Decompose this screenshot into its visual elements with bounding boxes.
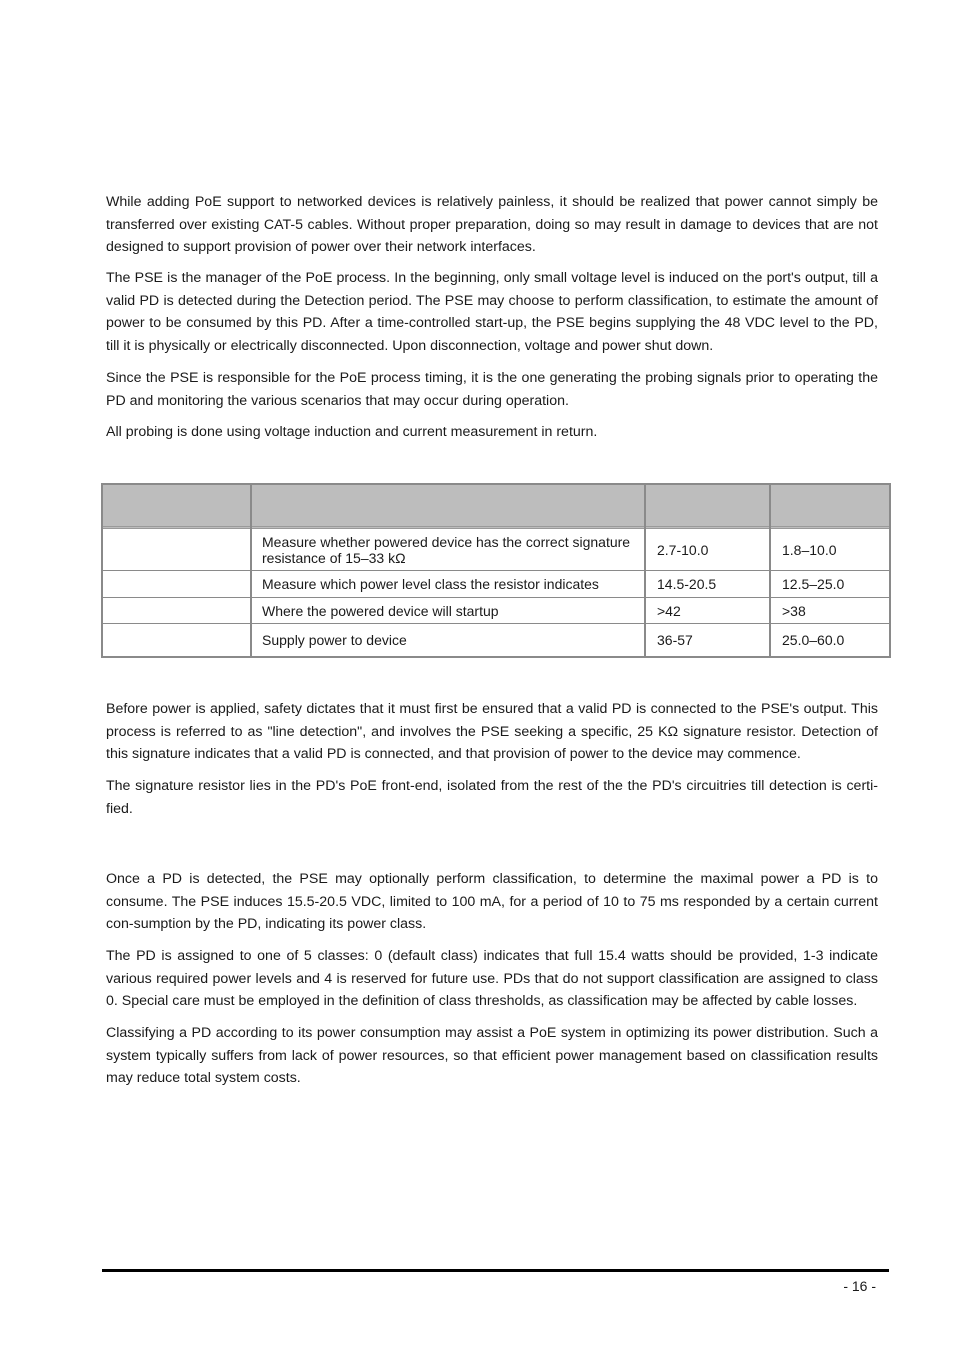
table-cell-range-b: 12.5–25.0 [782, 576, 845, 592]
page-number: - 16 - [843, 1278, 876, 1294]
paragraph-pse-manager: The PSE is the manager of the PoE process. In the beginning, only small voltage level is induced on the port's output, till a valid PD is detected during the Detection period. The PSE may choose to perform classification, to estimate the amount of power to be consumed by this PD. After a time-controlled start-up, the PSE begins supplying the 48 VDC level to the PD, till it is physically or electrically disconnected. Upon disconnection, voltage and power shut down. [106, 270, 878, 354]
paragraph-power-distribution: Classifying a PD according to its power consumption may assist a PoE system in optimizing its power distribution. Such a system typically suffers from lack of power resources, so that efficient power management based on classification results may reduce total system costs. [106, 1025, 878, 1086]
paragraph-power-classes: The PD is assigned to one of 5 classes: 0 (default class) indicates that full 15.4 watts should be provided, 1-3 indicate various required power levels and 4 is reserved for future use. PDs that do not support classification are assigned to class 0. Special care must be employed in the definition of class thresholds, as classification may be affected by cable losses. [106, 948, 878, 1009]
table-cell-range-a: 14.5-20.5 [657, 576, 717, 592]
paragraph-pse-timing: Since the PSE is responsible for the PoE process timing, it is the one generating the probing signals prior to operating the PD and monitoring the various scenarios that may occur during operation. [106, 370, 878, 409]
poe-stages-table [101, 483, 891, 658]
table-cell-description: Measure which power level class the resistor indicates [262, 576, 599, 592]
paragraph-line-detection: Before power is applied, safety dictates that it must first be ensured that a valid PD is connected to the PSE's output. This process is referred to as "line detection", and involves the PSE seeking a specific, 25 KΩ signature resistor. Detection of this signature indicates that a valid PD is connected, and that provision of power to the device may commence. [106, 701, 878, 762]
paragraph-signature-resistor: The signature resistor lies in the PD's PoE front-end, isolated from the rest of the the PD's circuitries till detection is certi-fied. [106, 778, 878, 817]
table-cell-range-a: 2.7-10.0 [657, 541, 709, 558]
paragraph-poe-intro: While adding PoE support to networked devices is relatively painless, it should be realized that power cannot simply be transferred over existing CAT-5 cables. Without proper preparation, doing so may result in damage to devices that are not designed to support provision of power over their network interfaces. [106, 194, 878, 255]
table-cell-range-a: 36-57 [657, 632, 693, 648]
footer-divider [102, 1269, 889, 1272]
table-cell-range-a: >42 [657, 602, 681, 619]
table-cell-description: Measure whether powered device has the correct signature resistance of 15–33 kΩ [262, 533, 631, 566]
table-cell-description: Supply power to device [262, 632, 407, 648]
table-cell-range-b: 1.8–10.0 [782, 541, 837, 558]
paragraph-classification: Once a PD is detected, the PSE may optionally perform classification, to determine the maximal power a PD is to consume. The PSE induces 15.5-20.5 VDC, limited to 100 mA, for a period of 10 to 75 ms responded by a certain current con-sumption by the PD, indicating its power class. [106, 871, 878, 932]
table-cell-range-b: >38 [782, 602, 806, 619]
table-cell-description: Where the powered device will startup [262, 602, 499, 619]
table-header-row [103, 485, 889, 529]
paragraph-probing: All probing is done using voltage induction and current measurement in return. [106, 424, 598, 440]
table-cell-range-b: 25.0–60.0 [782, 632, 845, 648]
